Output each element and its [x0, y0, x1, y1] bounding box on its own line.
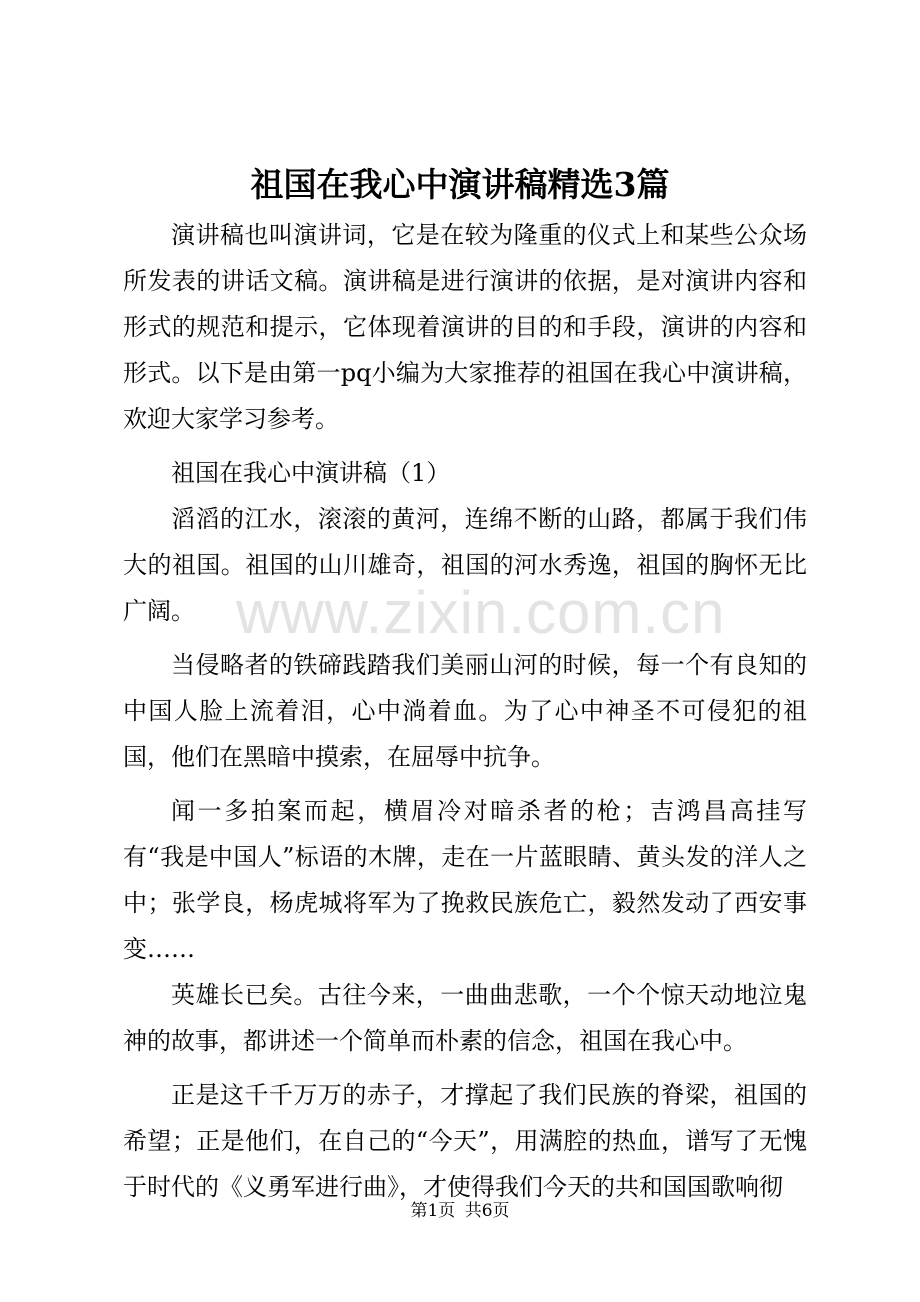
paragraph-anthem: 正是这千千万万的赤子，才撑起了我们民族的脊梁，祖国的希望；正是他们，在自己的“今天”，用满腔的热血，谱写了无愧于时代的《义勇军进行曲》，才使得我们今天的共和国国歌响彻	[123, 1081, 807, 1201]
page-footer	[0, 1196, 920, 1226]
paragraph-belief: 英雄长已矣。古往今来，一曲曲悲歌，一个个惊天动地泣鬼神的故事，都讲述一个简单而朴素的信念，祖国在我心中。	[123, 981, 807, 1055]
page-total: 共6页	[464, 1201, 510, 1221]
intro-paragraph: 演讲稿也叫演讲词，它是在较为隆重的仪式上和某些公众场所发表的讲话文稿。演讲稿是进行演讲的依据，是对演讲内容和形式的规范和提示，它体现着演讲的目的和手段，演讲的内容和形式。以下是由第一pq小编为大家推荐的祖国在我心中演讲稿，欢迎大家学习参考。	[123, 221, 807, 433]
paragraph-heroes: 闻一多拍案而起，横眉冷对暗杀者的枪；吉鸿昌高挂写有“我是中国人”标语的木牌，走在一片蓝眼睛、黄头发的洋人之中；张学良，杨虎城将军为了挽救民族危亡，毅然发动了西安事变……	[123, 797, 807, 963]
document-title: 祖国在我心中演讲稿精选3篇	[250, 165, 670, 204]
document-body	[123, 212, 807, 1210]
paragraph-rivers: 滔滔的江水，滚滚的黄河，连绵不断的山路，都属于我们伟大的祖国。祖国的山川雄奇，祖国的河水秀逸，祖国的胸怀无比广阔。	[123, 505, 807, 625]
section-heading: 祖国在我心中演讲稿（1）	[171, 459, 451, 487]
page-number: 第1页	[410, 1201, 456, 1221]
watermark: www.zixin.com.cn	[236, 579, 726, 646]
paragraph-invaders: 当侵略者的铁碲践踏我们美丽山河的时候，每一个有良知的中国人脸上流着泪，心中淌着血。为了心中神圣不可侵犯的祖国，他们在黑暗中摸索，在屈辱中抗争。	[123, 651, 807, 771]
